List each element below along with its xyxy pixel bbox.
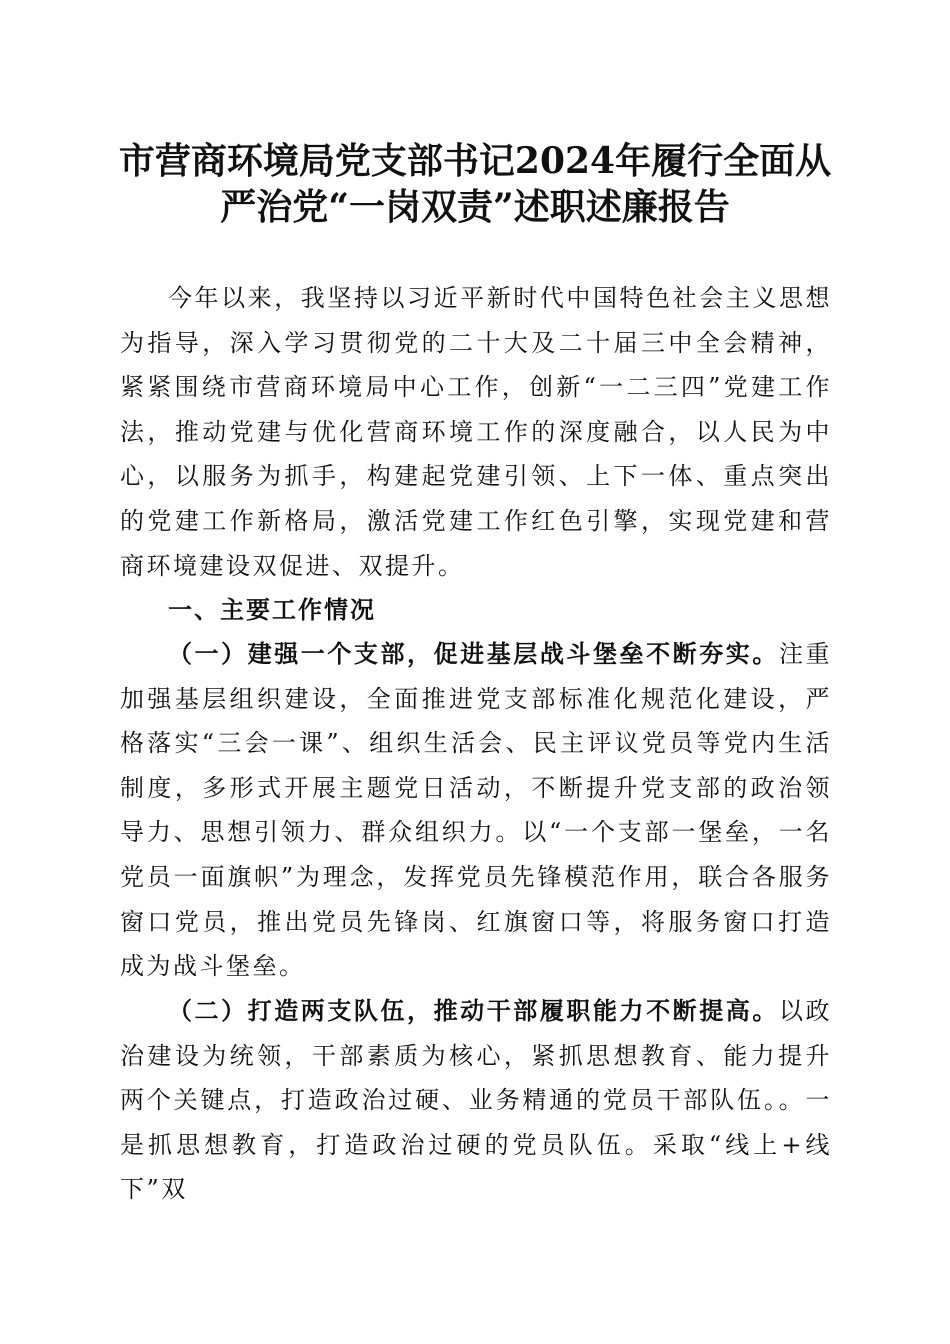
item-1-body: 注重加强基层组织建设，全面推进党支部标准化规范化建设，严格落实“三会一课”、组织生活会、民主评议党员等党内生活制度，多形式开展主题党日活动，不断提升党支部的政治领导力、思想引领力、群众组织力。以“一个支部一堡垒，一名党员一面旗帜”为理念，发挥党员先锋模范作用，联合各服务窗口党员，推出党员先锋岗、红旗窗口等，将服务窗口打造成为战斗堡垒。 bbox=[120, 640, 832, 981]
document-title-line-1: 市营商环境局党支部书记2024年履行全面从 bbox=[118, 140, 832, 182]
item-1-lead: （一）建强一个支部，促进基层战斗堡垒不断夯实。 bbox=[168, 639, 779, 668]
paragraph-item-1 bbox=[120, 632, 832, 989]
intro-paragraph: 今年以来，我坚持以习近平新时代中国特色社会主义思想为指导，深入学习贯彻党的二十大及二十届三中全会精神，紧紧围绕市营商环境局中心工作，创新“一二三四”党建工作法，推动党建与优化营商环境工作的深度融合，以人民为中心，以服务为抓手，构建起党建引领、上下一体、重点突出的党建工作新格局，激活党建工作红色引擎，实现党建和营商环境建设双促进、双提升。 bbox=[120, 284, 832, 580]
item-2-body: 以政治建设为统领，干部素质为核心，紧抓思想教育、能力提升两个关键点，打造政治过硬、业务精通的党员干部队伍。。一是抓思想教育，打造政治过硬的党员队伍。采取“线上+线下”双 bbox=[120, 997, 832, 1204]
paragraph-item-2 bbox=[120, 989, 832, 1212]
section-heading-main-work: 一、主要工作情况 bbox=[168, 596, 376, 624]
document-title-line-2: 严治党“一岗双责”述职述廉报告 bbox=[220, 186, 730, 228]
item-2-lead: （二）打造两支队伍，推动干部履职能力不断提高。 bbox=[168, 996, 779, 1025]
